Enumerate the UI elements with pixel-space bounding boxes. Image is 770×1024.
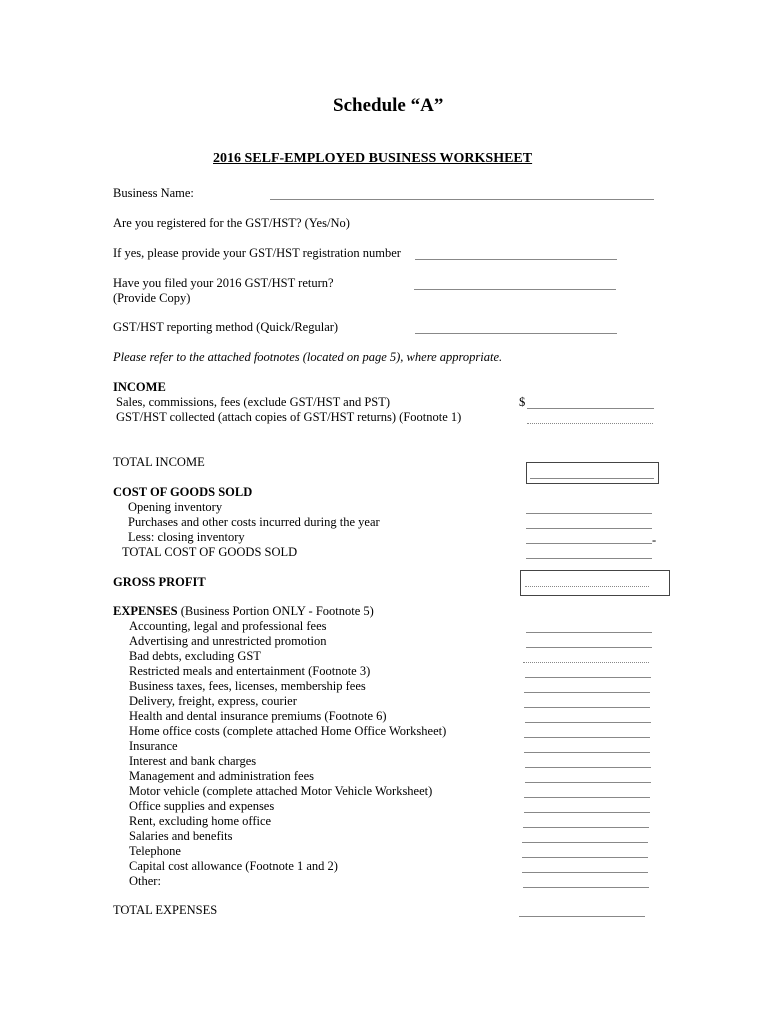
expense-item-field[interactable] <box>523 887 649 888</box>
expense-item-label: Management and administration fees <box>129 769 315 783</box>
expense-item-field[interactable] <box>524 797 650 798</box>
expense-item-label: Salaries and benefits <box>129 829 233 843</box>
expense-item-field[interactable] <box>526 632 652 633</box>
expense-item-label: Restricted meals and entertainment (Footnote 3) <box>129 664 371 678</box>
total-income-field <box>530 478 654 479</box>
gst-method-question: GST/HST reporting method (Quick/Regular) <box>113 320 339 334</box>
footnote-note: Please refer to the attached footnotes (located on page 5), where appropriate. <box>113 350 503 364</box>
gst-collected-label: GST/HST collected (attach copies of GST/HST returns) (Footnote 1) <box>116 410 462 424</box>
gst-number-field[interactable] <box>415 259 617 260</box>
minus-sign: - <box>652 533 657 547</box>
expense-item-field[interactable] <box>524 737 650 738</box>
expenses-heading-note: (Business Portion ONLY - Footnote 5) <box>177 604 374 618</box>
gst-number-question: If yes, please provide your GST/HST registration number <box>113 246 401 260</box>
expense-item-label: Delivery, freight, express, courier <box>129 694 297 708</box>
business-name-label: Business Name: <box>113 186 194 200</box>
total-income-label: TOTAL INCOME <box>113 455 205 469</box>
expense-item-field[interactable] <box>526 647 652 648</box>
opening-inventory-field[interactable] <box>526 513 652 514</box>
expense-item-field[interactable] <box>524 752 650 753</box>
expenses-heading-text: EXPENSES <box>113 604 178 618</box>
purchases-label: Purchases and other costs incurred during the year <box>128 515 380 529</box>
expense-item-label: Business taxes, fees, licenses, membership fees <box>129 679 366 693</box>
total-cogs-field[interactable] <box>526 558 652 559</box>
expense-item-label: Capital cost allowance (Footnote 1 and 2) <box>129 859 338 873</box>
expense-item-field[interactable] <box>522 872 648 873</box>
expense-item-label: Other: <box>129 874 161 888</box>
worksheet-title: 2016 SELF-EMPLOYED BUSINESS WORKSHEET <box>213 151 533 166</box>
expense-item-label: Health and dental insurance premiums (Footnote 6) <box>129 709 387 723</box>
expense-item-field[interactable] <box>524 812 650 813</box>
purchases-field[interactable] <box>526 528 652 529</box>
expense-item-label: Motor vehicle (complete attached Motor Vehicle Worksheet) <box>129 784 433 798</box>
closing-inventory-field[interactable] <box>526 543 652 544</box>
expense-item-field[interactable] <box>525 722 651 723</box>
gst-filed-question: Have you filed your 2016 GST/HST return? <box>113 276 334 290</box>
dollar-sign: $ <box>519 395 526 409</box>
total-expenses-field[interactable] <box>519 916 645 917</box>
expense-item-field[interactable] <box>525 677 651 678</box>
expense-item-field[interactable] <box>522 842 648 843</box>
expense-item-label: Advertising and unrestricted promotion <box>129 634 327 648</box>
opening-inventory-label: Opening inventory <box>128 500 223 514</box>
expense-item-label: Rent, excluding home office <box>129 814 272 828</box>
gst-filed-note: (Provide Copy) <box>113 291 191 305</box>
expense-item-field[interactable] <box>524 692 650 693</box>
total-cogs-label: TOTAL COST OF GOODS SOLD <box>122 545 298 559</box>
expense-item-field[interactable] <box>523 662 649 663</box>
gst-collected-field[interactable] <box>527 423 653 424</box>
expense-item-label: Bad debts, excluding GST <box>129 649 261 663</box>
gst-registered-question: Are you registered for the GST/HST? (Yes/No) <box>113 216 350 230</box>
page-title: Schedule “A” <box>333 95 444 116</box>
expense-item-label: Insurance <box>129 739 178 753</box>
expense-item-label: Telephone <box>129 844 181 858</box>
gross-profit-field <box>525 586 649 587</box>
expense-item-label: Interest and bank charges <box>129 754 257 768</box>
business-name-field[interactable] <box>270 199 654 200</box>
income-heading: INCOME <box>113 380 166 394</box>
total-expenses-label: TOTAL EXPENSES <box>113 903 218 917</box>
closing-inventory-label: Less: closing inventory <box>128 530 245 544</box>
expense-item-label: Accounting, legal and professional fees <box>129 619 327 633</box>
total-income-box[interactable] <box>526 462 659 484</box>
gst-method-field[interactable] <box>415 333 617 334</box>
sales-field[interactable] <box>527 408 654 409</box>
cogs-heading: COST OF GOODS SOLD <box>113 485 253 499</box>
expense-item-field[interactable] <box>525 782 651 783</box>
expense-item-field[interactable] <box>522 857 648 858</box>
sales-label: Sales, commissions, fees (exclude GST/HST and PST) <box>116 395 391 409</box>
expense-item-field[interactable] <box>524 707 650 708</box>
gross-profit-box[interactable] <box>520 570 670 596</box>
expenses-heading <box>113 605 374 618</box>
expense-item-field[interactable] <box>523 827 649 828</box>
expense-item-field[interactable] <box>525 767 651 768</box>
expense-item-label: Home office costs (complete attached Home Office Worksheet) <box>129 724 447 738</box>
expense-item-label: Office supplies and expenses <box>129 799 275 813</box>
gross-profit-label: GROSS PROFIT <box>113 575 206 589</box>
gst-filed-field[interactable] <box>414 289 616 290</box>
